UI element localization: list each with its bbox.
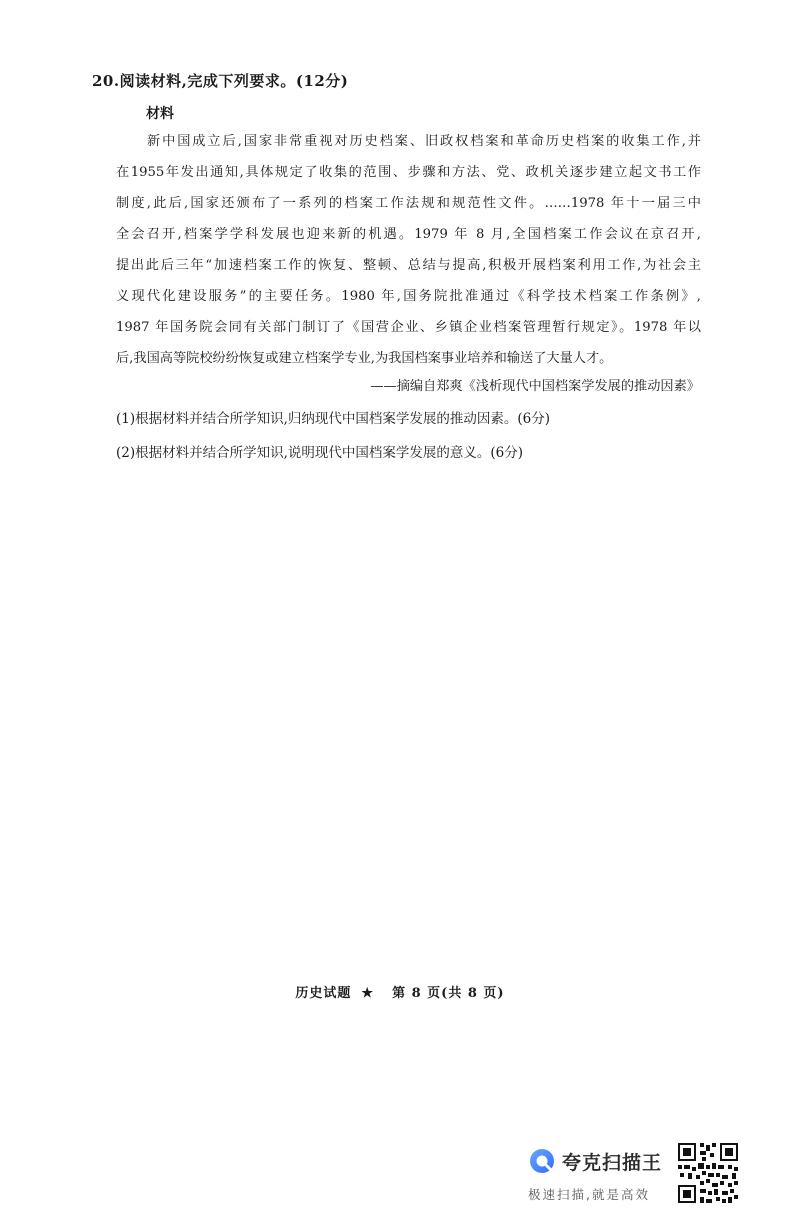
quark-logo-icon (528, 1147, 556, 1175)
question-title: 20.阅读材料,完成下列要求。(12分) (92, 72, 349, 90)
page-footer (0, 982, 800, 1001)
material-body (116, 126, 701, 374)
star-icon: ★ (361, 986, 375, 1001)
material-line: 1987 年国务院会同有关部门制订了《国营企业、乡镇企业档案管理暂行规定》。1978 年以 (116, 320, 701, 335)
material-line: 提出此后三年“加速档案工作的恢复、整顿、总结与提高,积极开展档案利用工作,为社会主 (116, 258, 701, 273)
scanner-app-name: 夸克扫描王 (562, 1152, 663, 1174)
footer-subject: 历史试题 (295, 986, 352, 1001)
material-line: 后,我国高等院校纷纷恢复或建立档案学专业,为我国档案事业培养和输送了大量人才。 (116, 351, 613, 366)
material-line: 制度,此后,国家还颁布了一系列的档案工作法规和规范性文件。……1978 年十一届三中 (116, 196, 701, 211)
qr-code-icon (676, 1141, 740, 1205)
material-line: 新中国成立后,国家非常重视对历史档案、旧政权档案和革命历史档案的收集工作,并 (147, 134, 701, 149)
footer-page-number: 第 8 页(共 8 页) (392, 986, 505, 1001)
scanner-slogan: 极速扫描,就是高效 (528, 1187, 650, 1202)
scanner-watermark (524, 1140, 674, 1210)
material-label: 材料 (146, 106, 174, 122)
material-line: 在1955年发出通知,具体规定了收集的范围、步骤和方法、党、政机关逐步建立起文书工作 (116, 165, 701, 180)
material-line: 义现代化建设服务”的主要任务。1980 年,国务院批准通过《科学技术档案工作条例》, (116, 289, 701, 304)
material-line: 全会召开,档案学学科发展也迎来新的机遇。1979 年 8 月,全国档案工作会议在京召开, (116, 227, 701, 242)
material-source: ——摘编自郑爽《浅析现代中国档案学发展的推动因素》 (370, 379, 700, 394)
sub-question-2: (2)根据材料并结合所学知识,说明现代中国档案学发展的意义。(6分) (116, 445, 524, 461)
sub-question-1: (1)根据材料并结合所学知识,归纳现代中国档案学发展的推动因素。(6分) (116, 411, 551, 427)
